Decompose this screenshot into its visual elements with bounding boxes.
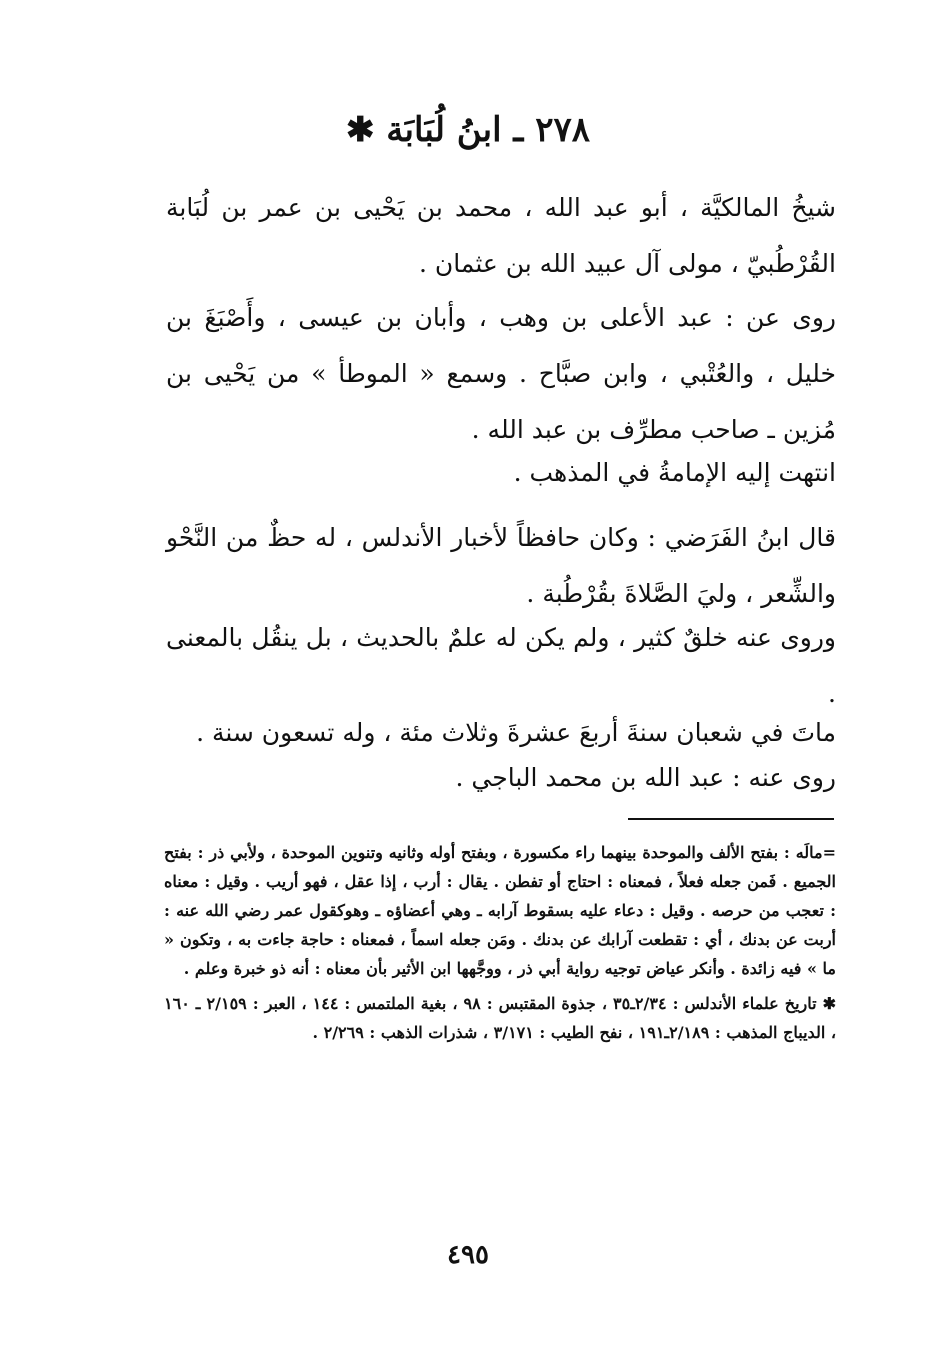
paragraph-students: وروى عنه خلقٌ كثير ، ولم يكن له علمٌ بالحديث ، بل ينقُل بالمعنى .	[166, 623, 836, 708]
footnote-sources: ✱ تاريخ علماء الأندلس : ٢/٣٤ـ٣٥ ، جذوة المقتبس : ٩٨ ، بغية الملتمس : ١٤٤ ، العبر : ٢/١٥٩ ـ ١٦٠ ، الديباج المذهب : ٢/١٨٩ـ١٩١ ، نفح الطيب : ٣/١٧١ ، شذرات الذهب : ٢/٢٦٩ .	[164, 994, 837, 1042]
body-paragraph-3	[166, 445, 836, 501]
footnote-separator	[628, 818, 834, 820]
body-paragraph-7	[166, 750, 836, 806]
paragraph-narrators: روى عن : عبد الأعلى بن وهب ، وأبان بن عيسى ، وأَصْبَغَ بن خليل ، والعُتْبي ، وابن صبَّاح . وسمع « الموطأ » من يَحْيى بن مُزين ـ صاحب مطرِّف بن عبد الله .	[166, 303, 836, 444]
paragraph-death: ماتَ في شعبان سنةَ أربعَ عشرةَ وثلاث مئة ، وله تسعون سنة .	[196, 718, 836, 747]
body-paragraph-1	[166, 180, 836, 292]
body-paragraph-2	[166, 290, 836, 458]
footnotes	[164, 838, 836, 1047]
paragraph-narrated-by: روى عنه : عبد الله بن محمد الباجي .	[455, 763, 836, 792]
body-paragraph-4	[166, 510, 836, 622]
paragraph-lineage: شيخُ المالكيَّة ، أبو عبد الله ، محمد بن يَحْيى بن عمر بن لُبَابة القُرْطُبيّ ، مولى آل عبيد الله بن عثمان .	[166, 193, 836, 278]
entry-title: ٢٧٨ ـ ابنُ لُبَابَة ✱	[345, 110, 591, 150]
footnote-continuation: =مالَه : بفتح الألف والموحدة بينهما راء مكسورة ، وبفتح أوله وثانيه وتنوين الموحدة ، ولأبي ذر : بفتح الجميع . فَمن جعله فعلاً ، فمعناه : احتاج أو تفطن . يقال : أرب ، إذا عقل ، فهو أريب . وقيل : معناه : تعجب من حرصه . وقيل : دعاء عليه بسقوط آرابه ـ وهي أعضاؤه ـ وهوكقول عمر رضي الله عنه : أربت عن بدنك ، أي : تقطعت آرابك عن بدنك . ومَن جعله اسماً ، فمعناه : حاجة جاءت به ، وتكون « ما » فيه زائدة . وأنكر عياض توجيه رواية أبي ذر ، ووجَّهها ابن الأثير بأن معناه : أنه ذو خبرة وعلم .	[164, 843, 837, 978]
paragraph-imamate: انتهت إليه الإمامةُ في المذهب .	[513, 458, 836, 487]
page-number: ٤٩٥	[447, 1240, 489, 1270]
paragraph-ibn-faradi: قال ابنُ الفَرَضي : وكان حافظاً لأخبار الأندلس ، له حظٌ من النَّحْو والشِّعر ، وليَ الصَّلاةَ بقُرْطُبة .	[166, 523, 836, 608]
